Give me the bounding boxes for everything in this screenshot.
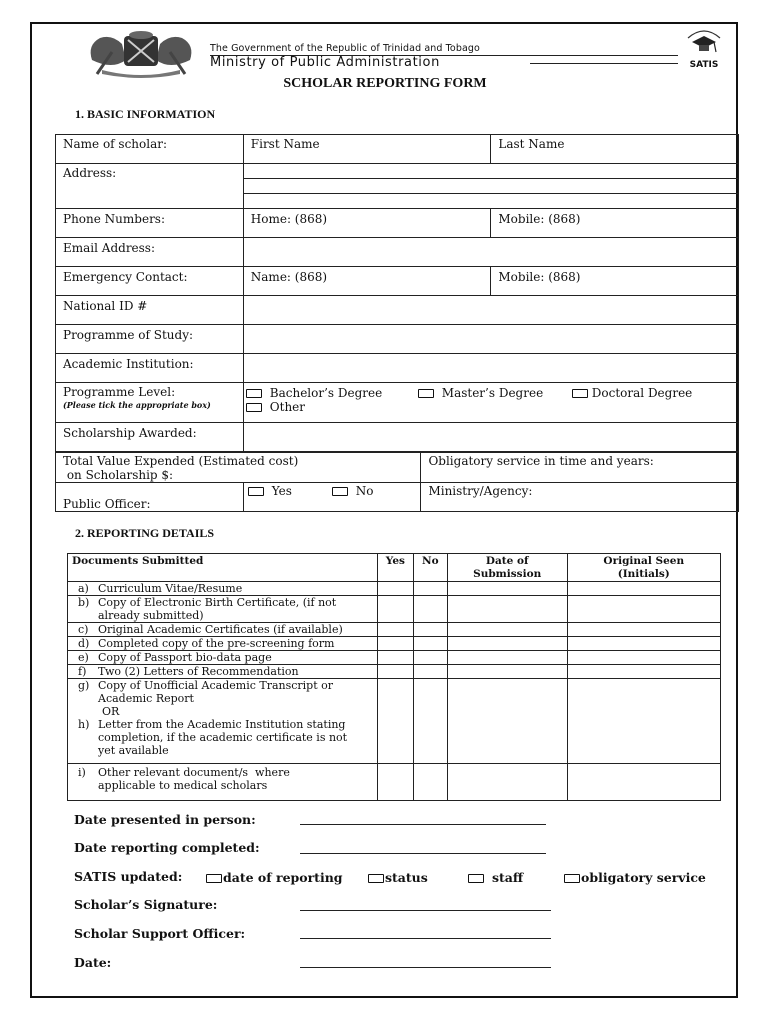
row-text: Curriculum Vitae/Resume <box>98 582 243 595</box>
programme-of-study-label: Programme of Study: <box>56 325 244 354</box>
first-name-field[interactable]: First Name <box>243 135 491 164</box>
public-officer-yes-checkbox[interactable] <box>248 487 264 496</box>
coat-of-arms-logo <box>82 30 200 78</box>
row-text: Other relevant document/s where applicable to medical scholars <box>98 766 294 792</box>
table-row <box>68 679 721 764</box>
masters-degree-option[interactable] <box>416 386 543 400</box>
no-label: No <box>355 484 374 498</box>
table-row <box>68 764 721 801</box>
date-header-line-1: Date of <box>485 555 529 567</box>
date-header-line-2: Submission <box>473 568 542 580</box>
document-cell <box>68 764 378 801</box>
doctoral-degree-option[interactable] <box>570 386 693 400</box>
national-id-label: National ID # <box>56 296 244 325</box>
date-cell[interactable] <box>447 764 567 801</box>
basic-information-table <box>55 134 739 452</box>
scholar-support-officer-line[interactable] <box>300 938 551 939</box>
table-row <box>68 651 721 665</box>
email-address-label: Email Address: <box>56 238 244 267</box>
academic-institution-label: Academic Institution: <box>56 354 244 383</box>
initials-cell[interactable] <box>567 637 720 651</box>
row-letter: i) <box>78 766 86 779</box>
yes-cell[interactable] <box>377 637 413 651</box>
document-cell <box>68 623 378 637</box>
row-text: Original Academic Certificates (if available) <box>98 623 343 636</box>
document-cell <box>68 637 378 651</box>
initials-cell[interactable] <box>567 764 720 801</box>
date-completed-line[interactable] <box>300 853 546 854</box>
national-id-field[interactable] <box>243 296 738 325</box>
row-text: Copy of Passport bio-data page <box>98 651 272 664</box>
name-of-scholar-label: Name of scholar: <box>56 135 244 164</box>
row-text: Copy of Unofficial Academic Transcript or Academic Report <box>98 679 334 705</box>
row-letter: f) <box>78 665 87 678</box>
yes-cell[interactable] <box>377 623 413 637</box>
row-text-or: OR <box>102 705 120 718</box>
section-reporting-details-heading: 2. REPORTING DETAILS <box>75 526 215 540</box>
row-letter: e) <box>78 651 89 664</box>
yes-label: Yes <box>271 484 292 498</box>
date-completed-label: Date reporting completed: <box>74 840 260 855</box>
no-cell[interactable] <box>413 679 447 764</box>
satis-date-of-reporting-option[interactable] <box>204 870 343 885</box>
programme-level-label: Programme Level: <box>63 385 176 399</box>
satis-updated-label: SATIS updated: <box>74 869 183 884</box>
date-of-submission-header <box>447 554 567 582</box>
documents-submitted-header: Documents Submitted <box>68 554 378 582</box>
scholar-signature-label: Scholar’s Signature: <box>74 897 218 912</box>
masters-degree-checkbox[interactable] <box>418 389 434 398</box>
scholarship-details-table <box>55 452 739 512</box>
masters-degree-label: Master’s Degree <box>441 386 544 400</box>
date-line[interactable] <box>300 967 551 968</box>
staff-label: staff <box>492 870 524 885</box>
staff-checkbox[interactable] <box>468 874 484 883</box>
programme-level-label-cell <box>56 383 244 423</box>
table-row <box>68 637 721 651</box>
date-cell[interactable] <box>447 665 567 679</box>
table-row <box>68 665 721 679</box>
table-row <box>68 596 721 623</box>
row-letter: a) <box>78 582 89 595</box>
row-letter: b) <box>78 596 90 609</box>
reporting-details-table <box>67 553 721 801</box>
bachelors-degree-label: Bachelor’s Degree <box>269 386 383 400</box>
programme-level-note: (Please tick the appropriate box) <box>63 400 211 410</box>
row-letter: g) <box>78 679 90 692</box>
initials-cell[interactable] <box>567 651 720 665</box>
no-cell[interactable] <box>413 651 447 665</box>
public-officer-no-checkbox[interactable] <box>332 487 348 496</box>
bachelors-degree-option[interactable] <box>244 386 382 400</box>
total-value-cell[interactable] <box>56 453 421 483</box>
other-label: Other <box>269 400 306 414</box>
satis-logo-text: SATIS <box>689 60 719 70</box>
initials-cell[interactable] <box>567 665 720 679</box>
emergency-name-field[interactable]: Name: (868) <box>243 267 491 296</box>
status-label: status <box>385 870 428 885</box>
document-cell <box>68 679 378 764</box>
address-line-1[interactable] <box>243 164 738 179</box>
yes-cell[interactable] <box>377 764 413 801</box>
ministry-agency-field[interactable]: Ministry/Agency: <box>421 483 739 512</box>
satis-status-option[interactable] <box>366 870 428 885</box>
document-cell <box>68 582 378 596</box>
academic-institution-field[interactable] <box>243 354 738 383</box>
doctoral-degree-label: Doctoral Degree <box>591 386 693 400</box>
ministry-text: Ministry of Public Administration <box>210 55 440 70</box>
other-option[interactable] <box>244 400 305 414</box>
date-of-reporting-checkbox[interactable] <box>206 874 222 883</box>
address-line-2[interactable] <box>243 179 738 194</box>
row-text: Two (2) Letters of Recommendation <box>98 665 299 678</box>
total-value-label: Total Value Expended (Estimated cost) <box>63 454 299 468</box>
satis-logo <box>682 26 726 70</box>
date-of-reporting-label: date of reporting <box>223 870 343 885</box>
yes-cell[interactable] <box>377 665 413 679</box>
date-presented-label: Date presented in person: <box>74 812 256 827</box>
row-letter: h) <box>78 718 90 731</box>
email-address-field[interactable] <box>243 238 738 267</box>
initials-cell[interactable] <box>567 679 720 764</box>
date-cell[interactable] <box>447 651 567 665</box>
date-presented-line[interactable] <box>300 824 546 825</box>
scholarship-awarded-label: Scholarship Awarded: <box>56 423 244 452</box>
public-officer-yes-option[interactable] <box>246 484 292 498</box>
row-letter <box>72 705 98 718</box>
programme-of-study-field[interactable] <box>243 325 738 354</box>
date-cell[interactable] <box>447 679 567 764</box>
public-officer-options <box>243 483 421 512</box>
satis-obligatory-service-option[interactable] <box>562 870 706 885</box>
programme-level-options <box>243 383 738 423</box>
date-label: Date: <box>74 955 112 970</box>
last-name-field[interactable]: Last Name <box>491 135 739 164</box>
document-cell <box>68 596 378 623</box>
obligatory-service-field[interactable]: Obligatory service in time and years: <box>421 453 739 483</box>
emergency-contact-label: Emergency Contact: <box>56 267 244 296</box>
document-cell <box>68 665 378 679</box>
no-cell[interactable] <box>413 637 447 651</box>
mobile-phone-field[interactable]: Mobile: (868) <box>491 209 739 238</box>
no-cell[interactable] <box>413 582 447 596</box>
no-cell[interactable] <box>413 665 447 679</box>
status-checkbox[interactable] <box>368 874 384 883</box>
scholar-signature-line[interactable] <box>300 910 551 911</box>
no-cell[interactable] <box>413 764 447 801</box>
yes-cell[interactable] <box>377 596 413 623</box>
date-cell[interactable] <box>447 623 567 637</box>
no-cell[interactable] <box>413 623 447 637</box>
total-value-label-2: on Scholarship $: <box>63 468 174 482</box>
bachelors-degree-checkbox[interactable] <box>246 389 262 398</box>
section-basic-information-heading: 1. BASIC INFORMATION <box>75 107 216 121</box>
table-row <box>68 582 721 596</box>
scholar-support-officer-label: Scholar Support Officer: <box>74 926 246 941</box>
row-letter: d) <box>78 637 90 650</box>
row-text: Letter from the Academic Institution stating completion, if the academic certificate is not yet available <box>98 718 348 757</box>
initials-cell[interactable] <box>567 596 720 623</box>
scholarship-awarded-field[interactable] <box>243 423 738 452</box>
emergency-mobile-field[interactable]: Mobile: (868) <box>491 267 739 296</box>
date-cell[interactable] <box>447 637 567 651</box>
yes-cell[interactable] <box>377 582 413 596</box>
document-cell <box>68 651 378 665</box>
public-officer-label: Public Officer: <box>56 483 244 512</box>
address-line-3[interactable] <box>243 194 738 209</box>
home-phone-field[interactable]: Home: (868) <box>243 209 491 238</box>
row-text: Copy of Electronic Birth Certificate, (if not already submitted) <box>98 596 337 622</box>
yes-cell[interactable] <box>377 651 413 665</box>
other-checkbox[interactable] <box>246 403 262 412</box>
table-row <box>68 623 721 637</box>
doctoral-degree-checkbox[interactable] <box>572 389 588 398</box>
yes-cell[interactable] <box>377 679 413 764</box>
original-header-line-2: (Initials) <box>617 568 670 580</box>
public-officer-no-option[interactable] <box>330 484 374 498</box>
phone-numbers-label: Phone Numbers: <box>56 209 244 238</box>
no-column-header: No <box>413 554 447 582</box>
initials-cell[interactable] <box>567 623 720 637</box>
date-cell[interactable] <box>447 596 567 623</box>
no-cell[interactable] <box>413 596 447 623</box>
row-text: Completed copy of the pre-screening form <box>98 637 335 650</box>
government-text: The Government of the Republic of Trinidad and Tobago <box>210 43 480 54</box>
address-label: Address: <box>56 164 244 209</box>
form-title: SCHOLAR REPORTING FORM <box>283 76 487 91</box>
date-cell[interactable] <box>447 582 567 596</box>
row-letter: c) <box>78 623 89 636</box>
header-rule-2 <box>530 63 678 64</box>
initials-cell[interactable] <box>567 582 720 596</box>
original-seen-header <box>567 554 720 582</box>
yes-column-header: Yes <box>377 554 413 582</box>
obligatory-service-label: obligatory service <box>581 870 706 885</box>
satis-staff-option[interactable] <box>466 870 523 885</box>
original-header-line-1: Original Seen <box>603 555 685 567</box>
obligatory-service-checkbox[interactable] <box>564 874 580 883</box>
